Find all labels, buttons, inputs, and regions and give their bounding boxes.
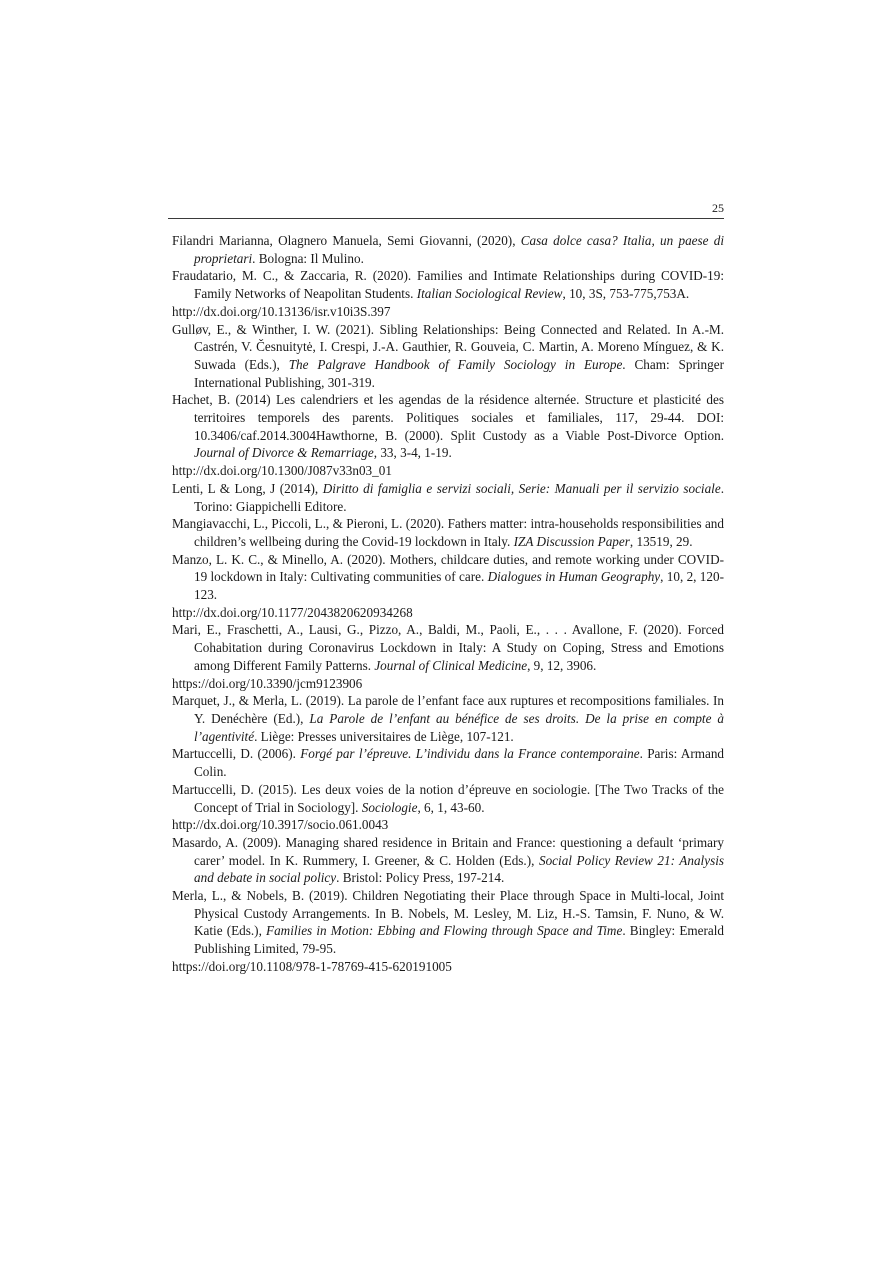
page-number: 25 xyxy=(712,201,724,215)
reference-item: Marquet, J., & Merla, L. (2019). La parole de l’enfant face aux ruptures et recompositions familiales. In Y. Denéchère (Ed.), La Parole de l’enfant au bénéfice de ses droits. De la prise en compte à l’agentivité. Liège: Presses universitaires de Liège, 107-121. xyxy=(172,693,724,744)
reference-item: Martuccelli, D. (2015). Les deux voies de la notion d’épreuve en sociologie. [The Two Tracks of the Concept of Trial in Sociology]. Sociologie, 6, 1, 43-60. http://dx.doi.org/10.3917/socio.061.0043 xyxy=(172,781,724,833)
reference-item: Fraudatario, M. C., & Zaccaria, R. (2020). Families and Intimate Relationships during COVID-19: Family Networks of Neapolitan Students. Italian Sociological Review, 10, 3S, 753-775,753A. http://dx.doi.org/10.13136/isr.v10i3S.397 xyxy=(172,268,724,319)
reference-link[interactable]: https://doi.org/10.1108/978-1-78769-415-620191005 xyxy=(172,958,452,974)
reference-item: Lenti, L & Long, J (2014), Diritto di famiglia e servizi sociali, Serie: Manuali per il servizio sociale. Torino: Giappichelli Editore. xyxy=(172,480,724,514)
reference-link[interactable]: http://dx.doi.org/10.3917/socio.061.0043 xyxy=(172,817,389,833)
reference-link[interactable]: http://dx.doi.org/10.13136/isr.v10i3S.397 xyxy=(172,303,391,319)
reference-list xyxy=(172,232,724,976)
reference-item: Manzo, L. K. C., & Minello, A. (2020). Mothers, childcare duties, and remote working under COVID-19 lockdown in Italy: Cultivating communities of care. Dialogues in Human Geography, 10, 2, 120-123. http://dx.doi.org/10.1177/2043820620934268 xyxy=(172,551,724,620)
reference-item: Mari, E., Fraschetti, A., Lausi, G., Pizzo, A., Baldi, M., Paoli, E., . . . Avallone, F. (2020). Forced Cohabitation during Coronavirus Lockdown in Italy: A Study on Coping, Stress and Emotions among Different Family Patterns. Journal of Clinical Medicine, 9, 12, 3906. https://doi.org/10.3390/jcm9123906 xyxy=(172,622,724,691)
reference-item: Gulløv, E., & Winther, I. W. (2021). Sibling Relationships: Being Connected and Related. In A.-M. Castrén, V. Česnuitytė, I. Crespi, J.-A. Gauthier, R. Gouveia, C. Martin, A. Moreno Mínguez, & K. Suwada (Eds.), The Palgrave Handbook of Family Sociology in Europe. Cham: Springer International Publishing, 301-319. xyxy=(172,321,724,390)
reference-item: Filandri Marianna, Olagnero Manuela, Semi Giovanni, (2020), Casa dolce casa? Italia, un paese di proprietari. Bologna: Il Mulino. xyxy=(172,233,725,266)
reference-item: Merla, L., & Nobels, B. (2019). Children Negotiating their Place through Space in Multi-local, Joint Physical Custody Arrangements. In B. Nobels, M. Lesley, M. Liz, H.-S. Tamsin, F. Nuno, & W. Katie (Eds.), Families in Motion: Ebbing and Flowing through Space and Time. Bingley: Emerald Publishing Limited, 79-95. https://doi.org/10.1108/978-1-78769-415-620191005 xyxy=(172,888,725,974)
reference-item: Mangiavacchi, L., Piccoli, L., & Pieroni, L. (2020). Fathers matter: intra-households responsibilities and children’s wellbeing during the Covid-19 lockdown in Italy. IZA Discussion Paper, 13519, 29. xyxy=(172,516,724,549)
reference-item: Hachet, B. (2014) Les calendriers et les agendas de la résidence alternée. Structure et plasticité des territoires temporels des parents. Politiques sociales et familiales, 117, 29-44. DOI: 10.3406/caf.2014.3004Hawthorne, B. (2000). Split Custody as a Viable Post-Divorce Option. Journal of Divorce & Remarriage, 33, 3-4, 1-19. http://dx.doi.org/10.1300/J087v33n03_01 xyxy=(172,392,724,479)
reference-link[interactable]: http://dx.doi.org/10.1177/2043820620934268 xyxy=(172,604,413,620)
header-rule xyxy=(168,218,724,219)
reference-item: Martuccelli, D. (2006). Forgé par l’épreuve. L’individu dans la France contemporaine. Paris: Armand Colin. xyxy=(172,746,725,780)
reference-link[interactable]: http://dx.doi.org/10.1300/J087v33n03_01 xyxy=(172,463,392,479)
reference-link[interactable]: https://doi.org/10.3390/jcm9123906 xyxy=(172,675,363,691)
reference-item: Masardo, A. (2009). Managing shared residence in Britain and France: questioning a default ‘primary carer’ model. In K. Rummery, I. Greener, & C. Holden (Eds.), Social Policy Review 21: Analysis and debate in social policy. Bristol: Policy Press, 197-214. xyxy=(172,834,725,886)
